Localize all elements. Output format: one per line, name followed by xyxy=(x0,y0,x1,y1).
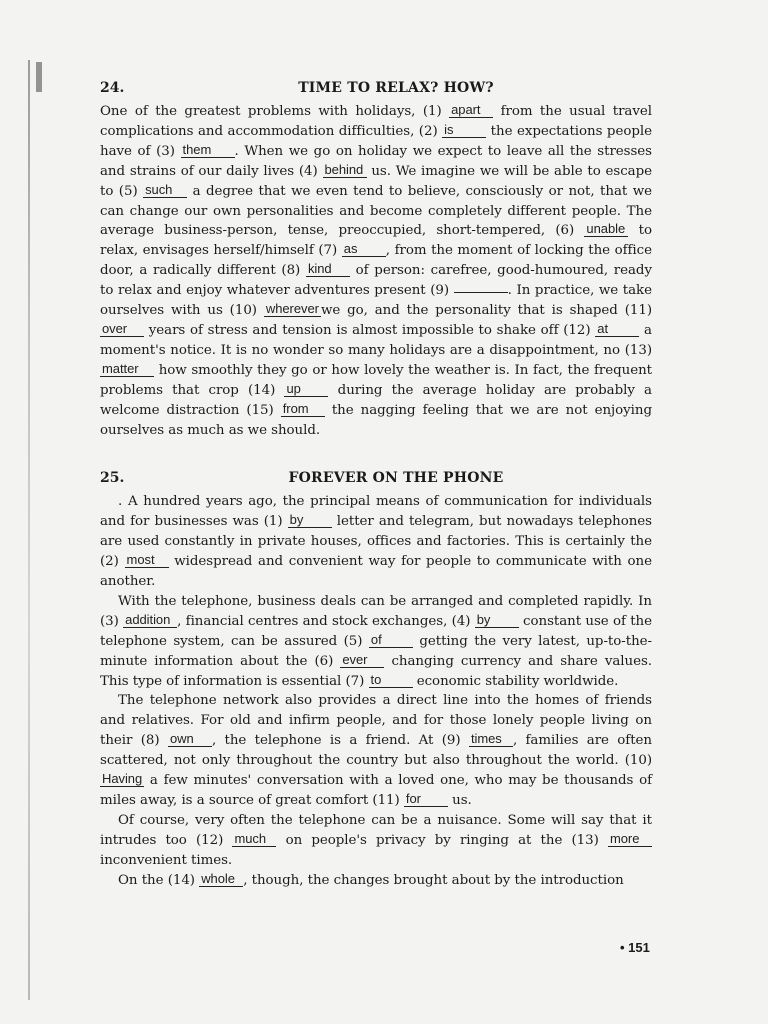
text: , financial centres and stock exchanges, (4) xyxy=(177,613,471,629)
answer-blank-4[interactable]: by xyxy=(475,613,519,628)
text: on people's privacy by ringing at the (13) xyxy=(285,832,599,848)
exercise-25-paragraph-5 xyxy=(100,871,652,891)
answer-blank-14[interactable]: whole xyxy=(199,872,243,887)
scan-mark xyxy=(36,62,42,92)
answer-blank-10[interactable]: wherever xyxy=(265,301,319,317)
answer-blank-2[interactable]: is xyxy=(442,123,486,138)
text: letter and telegram, but nowadays telephones are used constantly in private houses, offices and factories. This is certainly the (2) xyxy=(100,514,652,570)
page xyxy=(100,80,652,891)
text: , though, the changes brought about by the introduction xyxy=(243,872,624,888)
answer-blank-1[interactable]: by xyxy=(288,513,332,528)
exercise-25-paragraph-3 xyxy=(100,691,652,810)
answer-blank-1[interactable]: apart xyxy=(449,103,493,118)
text: we go, and the personality that is shaped (11) xyxy=(320,303,652,319)
answer-blank-7[interactable]: to xyxy=(369,673,413,688)
text: widespread and convenient way for people to communicate with one another. xyxy=(100,554,652,590)
text: The telephone network also provides a direct line into the homes of friends and relatives. For old and infirm people, and for those lonely people living on their (8) xyxy=(100,693,652,749)
answer-blank-5[interactable]: of xyxy=(369,633,413,648)
text: of person: carefree, good-humoured, ready to relax and enjoy whatever adventures present (9) xyxy=(100,263,652,299)
answer-blank-13[interactable]: more xyxy=(608,832,652,847)
text: from the usual travel complications and accommodation difficulties, (2) xyxy=(100,104,652,139)
exercise-25-paragraph-4 xyxy=(100,811,652,871)
answer-blank-8[interactable]: kind xyxy=(306,262,350,277)
text: to relax, envisages herself/himself (7) xyxy=(100,223,652,259)
text: a moment's notice. It is no wonder so many holidays are a disappointment, no (13) xyxy=(100,322,652,358)
answer-blank-11[interactable]: over xyxy=(100,322,144,337)
text: during the average holiday are probably a welcome distraction (15) xyxy=(100,382,652,418)
answer-blank-2[interactable]: most xyxy=(125,553,169,568)
answer-blank-11[interactable]: for xyxy=(404,792,448,807)
answer-blank-7[interactable]: as xyxy=(342,242,386,257)
answer-blank-4[interactable]: behind xyxy=(323,163,367,178)
exercise-number: 24. xyxy=(100,80,125,96)
exercise-25-paragraph-1 xyxy=(100,492,652,592)
text: With the telephone, business deals can be arranged and completed rapidly. In (3) xyxy=(100,593,652,629)
text: , the telephone is a friend. At (9) xyxy=(211,733,461,749)
text: , from the moment of locking the office door, a radically different (8) xyxy=(100,243,652,279)
text: Of course, very often the telephone can be a nuisance. Some will say that it intrudes too (12) xyxy=(100,812,652,848)
text: us. xyxy=(452,793,472,808)
exercise-25-paragraph-2 xyxy=(100,592,652,692)
text: . When we go on holiday we expect to leave all the stresses and strains of our daily lives (4) xyxy=(100,143,653,179)
exercise-title: FOREVER ON THE PHONE xyxy=(288,470,504,487)
text: economic stability worldwide. xyxy=(416,673,619,689)
answer-blank-3[interactable]: addition xyxy=(123,613,177,628)
text: us. We imagine we will be able to escape to (5) xyxy=(100,163,652,199)
answer-blank-13[interactable]: matter xyxy=(100,362,154,377)
answer-blank-8[interactable]: own xyxy=(168,732,212,747)
text: the nagging feeling that we are not enjoying ourselves as much as we should. xyxy=(100,402,652,438)
exercise-24-text xyxy=(100,102,652,440)
answer-blank-12[interactable]: at xyxy=(595,322,639,337)
text: how smoothly they go or how lovely the weather is. In fact, the frequent problems that crop (14) xyxy=(100,362,652,398)
answer-blank-9[interactable] xyxy=(454,292,508,293)
answer-blank-6[interactable]: unable xyxy=(584,222,628,237)
text: . A hundred years ago, the principal means of communication for individuals and for businesses was (1) xyxy=(100,494,652,530)
text: the expectations people have of (3) xyxy=(100,123,652,159)
text: changing currency and share values. This type of information is essential (7) xyxy=(100,653,652,689)
text: a degree that we even tend to believe, consciously or not, that we can change our own personalities and become completely different people. The average business-person, tense, preoccupied, short-tempered, (6) xyxy=(100,183,652,239)
answer-blank-3[interactable]: them xyxy=(181,143,235,158)
answer-blank-14[interactable]: up xyxy=(284,382,328,397)
answer-blank-10[interactable]: Having xyxy=(102,771,143,787)
text: , families are often scattered, not only throughout the country but also throughout the world. (10) xyxy=(100,733,652,769)
text: . In practice, we take ourselves with us (10) xyxy=(100,283,652,319)
text: years of stress and tension is almost impossible to shake off (12) xyxy=(148,322,591,338)
text: On the (14) xyxy=(118,872,195,888)
answer-blank-15[interactable]: from xyxy=(281,402,325,417)
answer-blank-6[interactable]: ever xyxy=(340,653,384,668)
scan-edge xyxy=(28,60,30,1000)
page-number: • 151 xyxy=(620,940,650,955)
text: a few minutes' conversation with a loved one, who may be thousands of miles away, is a source of great comfort (11) xyxy=(100,773,652,808)
text: One of the greatest problems with holidays, (1) xyxy=(100,104,442,119)
answer-blank-12[interactable]: much xyxy=(232,832,276,847)
exercise-title: TIME TO RELAX? HOW? xyxy=(298,80,494,96)
text: constant use of the telephone system, can be assured (5) xyxy=(100,613,652,649)
exercise-24-header xyxy=(100,80,652,102)
text: inconvenient times. xyxy=(100,852,233,868)
exercise-number: 25. xyxy=(100,470,125,487)
exercise-25-header xyxy=(100,470,652,492)
text: getting the very latest, up-to-the-minute information about the (6) xyxy=(100,633,652,669)
answer-blank-9[interactable]: times xyxy=(469,732,513,747)
answer-blank-5[interactable]: such xyxy=(143,183,187,198)
